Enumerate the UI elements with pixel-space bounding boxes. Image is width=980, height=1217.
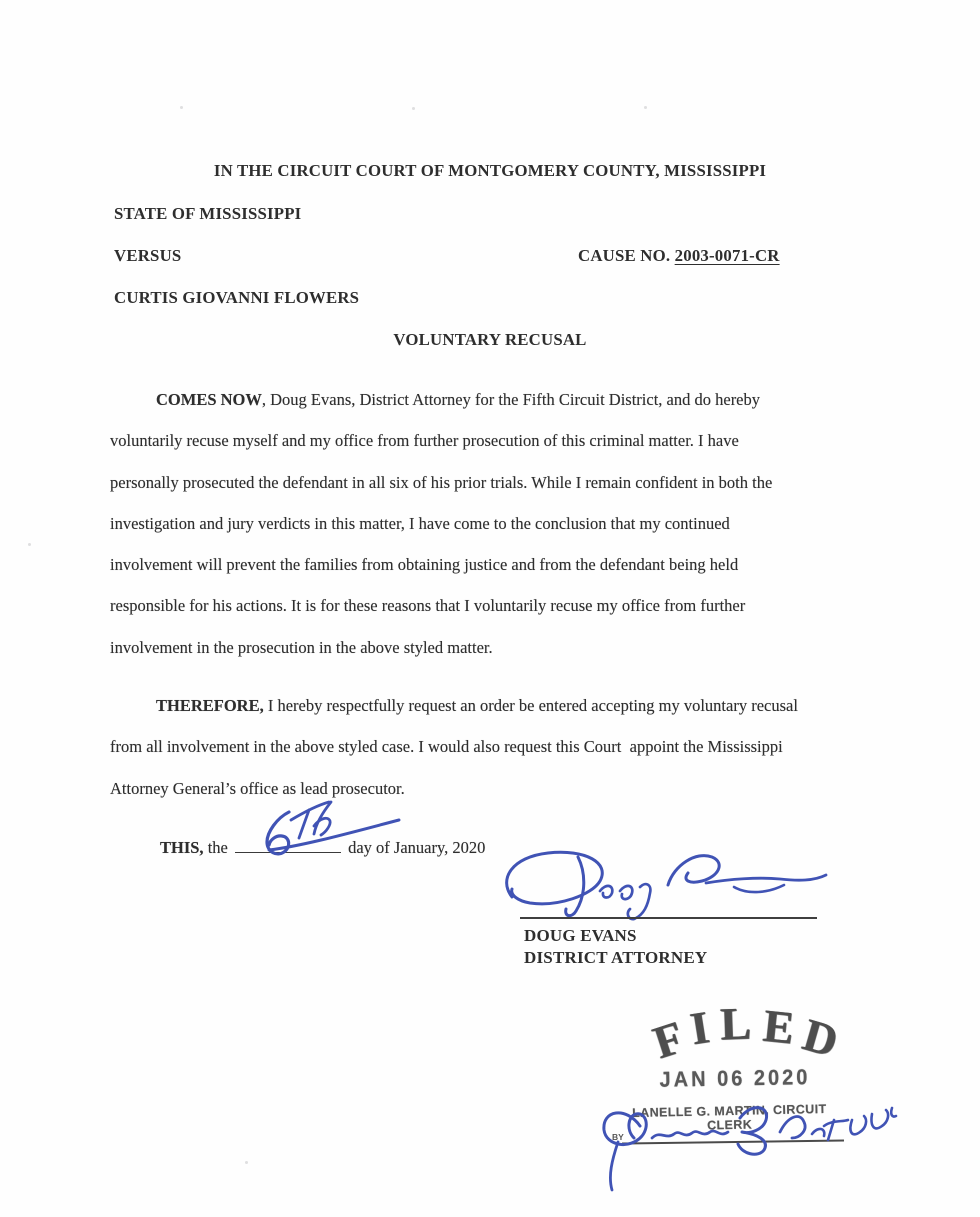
filed-letter: E: [760, 999, 797, 1054]
clerk-signature-ink: [582, 1092, 927, 1192]
therefore-rest: I hereby respectfully request an order be entered accepting my voluntary recusal: [263, 696, 798, 715]
versus-label: VERSUS: [114, 246, 182, 265]
cause-number-line: [578, 246, 780, 266]
paragraph-therefore: [110, 696, 910, 820]
cause-number-value: 2003-0071-CR: [674, 246, 780, 265]
paragraph-line: investigation and jury verdicts in this matter, I have come to the conclusion that my continued: [110, 513, 730, 533]
filed-stamp-clerk-line: LANELLE G. MARTIN, CIRCUIT CLERK: [632, 1101, 827, 1133]
scan-speck: [644, 106, 647, 109]
defendant-name: CURTIS GIOVANNI FLOWERS: [114, 288, 360, 307]
paragraph-line: personally prosecuted the defendant in all six of his prior trials. While I remain confident in both the: [110, 472, 773, 492]
filed-letter: I: [687, 1001, 713, 1055]
paragraph-line: responsible for his actions. It is for these reasons that I voluntarily recuse my office from further: [110, 596, 746, 616]
paragraph-line: involvement will prevent the families from obtaining justice and from the defendant being held: [110, 555, 739, 575]
paragraph-line: Attorney General’s office as lead prosecutor.: [110, 778, 405, 798]
plaintiff-name: STATE OF MISSISSIPPI: [114, 204, 302, 223]
paragraph-line: from all involvement in the above styled case. I would also request this Court appoint the Mississippi: [110, 737, 783, 757]
the-text: the: [203, 838, 232, 857]
paragraph-line: involvement in the prosecution in the above styled matter.: [110, 637, 493, 657]
signer-title: DISTRICT ATTORNEY: [524, 948, 708, 967]
comes-now-lead: COMES NOW: [156, 390, 262, 409]
scan-speck: [245, 1161, 248, 1164]
date-line-tail: day of January, 2020: [343, 838, 486, 857]
filed-letter: L: [719, 997, 753, 1050]
court-header: IN THE CIRCUIT COURT OF MONTGOMERY COUNTY, MISSISSIPPI: [213, 161, 767, 180]
paragraph-line: [110, 390, 910, 431]
filed-stamp-by-label: BY: [612, 1132, 624, 1142]
doug-evans-signature-ink: [482, 845, 832, 933]
paragraph-line: [110, 696, 910, 737]
scan-speck: [28, 543, 31, 546]
filed-stamp-date: JAN 06 2020: [659, 1065, 811, 1093]
signer-name: DOUG EVANS: [524, 926, 637, 945]
paragraph-line: voluntarily recuse myself and my office from further prosecution of this criminal matter. I have: [110, 431, 739, 451]
paragraph-comes-now: [110, 390, 910, 679]
signature-rule: [520, 917, 817, 919]
cause-number-label: CAUSE NO.: [578, 246, 675, 265]
therefore-lead: THEREFORE,: [156, 696, 264, 715]
filed-letter: F: [647, 1011, 690, 1069]
scan-speck: [180, 106, 183, 109]
filed-letter: D: [797, 1008, 844, 1067]
comes-now-rest: , Doug Evans, District Attorney for the Fifth Circuit District, and do hereby: [261, 390, 761, 409]
document-title: VOLUNTARY RECUSAL: [393, 330, 587, 349]
scan-speck: [412, 107, 415, 110]
filed-stamp-word: [628, 997, 863, 1069]
handwritten-day-ink: [233, 800, 413, 862]
this-lead: THIS,: [160, 838, 204, 857]
